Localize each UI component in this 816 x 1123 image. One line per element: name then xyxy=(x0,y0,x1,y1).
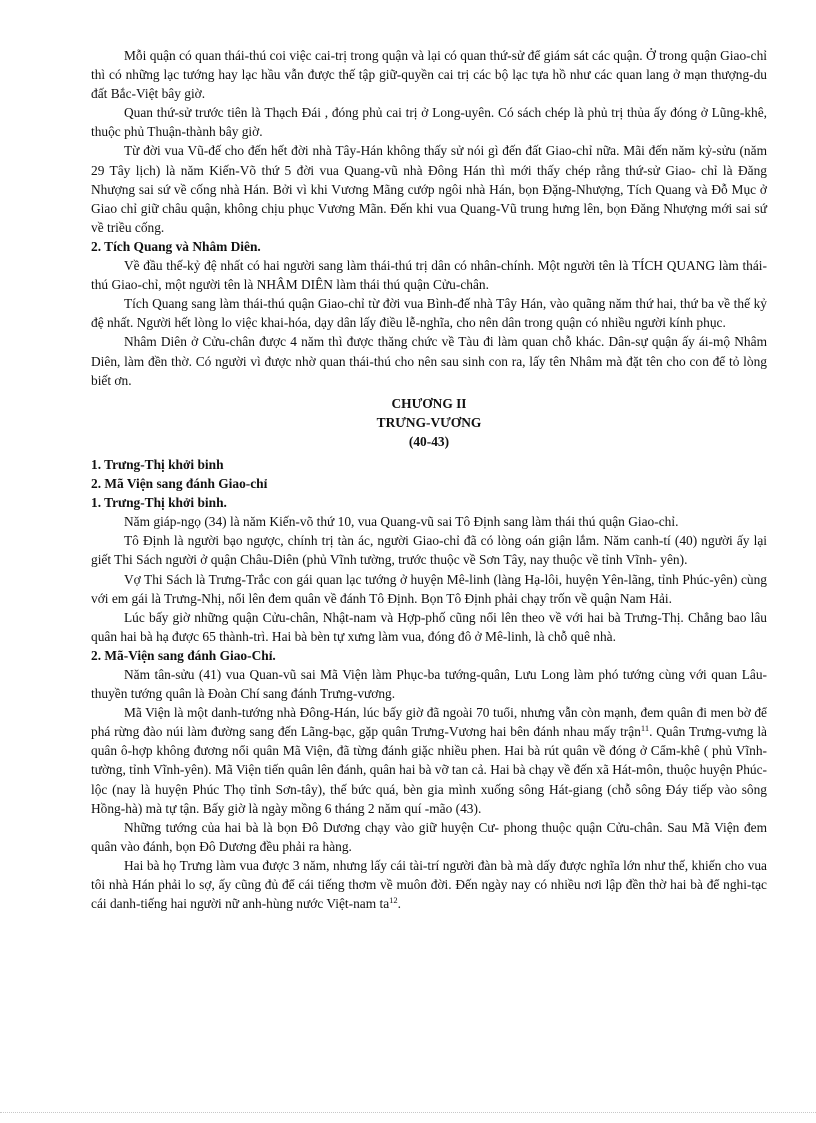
paragraph: Mỗi quận có quan thái-thú coi việc cai-trị trong quận và lại có quan thứ-sử để giám sát các quận. Ở trong quận Giao-chỉ thì có những lạc tướng hay lạc hầu vẫn được thế tập giữ-quyền cai trị các bộ lạc tựa hồ như các quan lang ở mạn thượng-du đất Bắc-Việt bây giờ. xyxy=(91,48,767,102)
section-heading: 1. Trưng-Thị khởi binh. xyxy=(91,495,227,511)
paragraph xyxy=(91,856,767,913)
chapter-years: (40-43) xyxy=(408,433,450,449)
paragraph: Năm giáp-ngọ (34) là năm Kiến-võ thứ 10, vua Quang-vũ sai Tô Định sang làm thái thú quận Giao-chỉ. xyxy=(124,514,679,530)
paragraph-text: Mã Viện là một danh-tướng nhà Đông-Hán, lúc bấy giờ đã ngoài 70 tuổi, nhưng vẫn còn mạnh, đem quân đi men bờ để phá rừng đào núi làm đường sang đến Lãng-bạc, gặp quân Trưng-Vương hai bên đánh nhau mấy trận xyxy=(91,705,767,740)
page-bottom-rule xyxy=(0,1112,816,1113)
outline-item: 2. Mã Viện sang đánh Giao-chỉ xyxy=(91,476,268,492)
footnote-marker[interactable]: 12 xyxy=(389,895,398,906)
paragraph: Năm tân-sửu (41) vua Quan-vũ sai Mã Viện làm Phục-ba tướng-quân, Lưu Long làm phó tướng cùng với quan Lâu-thuyền tướng quân là Đoàn Chí sang đánh Trưng-vương. xyxy=(91,667,767,702)
paragraph: Từ đời vua Vũ-đế cho đến hết đời nhà Tây-Hán không thấy sử nói gì đến đất Giao-chỉ nữa. Mãi đến năm kỷ-sửu (năm 29 Tây lịch) là năm Kiến-Võ thứ 5 đời vua Quang-vũ nhà Đông Hán thì mới thấy chép rằng thứ-sử Giao- chỉ là Đăng Nhượng sai sứ về cống nhà Hán. Bởi vì khi Vương Mãng cướp ngôi nhà Hán, bọn Đặng-Nhượng, Tích Quang và Đỗ Mục ở Giao chỉ giữ châu quận, không chịu phục Vương Mãn. Đến khi vua Quang-Vũ trung hưng lên, bọn Đăng Nhượng mới sai sứ về triều cống. xyxy=(91,143,767,235)
paragraph: Về đầu thế-kỷ đệ nhất có hai người sang làm thái-thú trị dân có nhân-chính. Một người tên là TÍCH QUANG làm thái-thú Giao-chỉ, một người tên là NHÂM DIÊN làm thái thú quận Cửu-chân. xyxy=(91,258,767,293)
chapter-title: TRƯNG-VƯƠNG xyxy=(376,414,482,430)
paragraph-text: . Quân Trưng-vưng là quân ô-hợp không đương nổi quân Mã Viện, đã từng đánh giặc nhiều phen. Hai bà rút quân về đóng ở Cẩm-khê ( phủ Vĩnh- tường, tỉnh Vĩnh-yên). Mã Viện tiến quân lên đánh, quân hai bà vỡ tan cả. Hai bà chạy về đến xã Hát-môn, thuộc huyện Phúc-lộc (nay là huyện Phúc Thọ tỉnh Sơn-tây), thế bức quá, bèn gia mình xuống sông Hát-giang (chỗ sông Đáy tiếp vào sông Hồng-hà) mà tự tận. Bấy giờ là ngày mồng 6 tháng 2 năm quí -mão (43). xyxy=(91,724,767,816)
paragraph: Tô Định là người bạo ngược, chính trị tàn ác, người Giao-chỉ đã có lòng oán giận lắm. Năm canh-tí (40) người ấy lại giết Thi Sách người ở quận Châu-Diên (phủ Vĩnh tường, trước thuộc về Sơn Tây, nay thuộc về tỉnh Vĩnh- yên). xyxy=(91,533,767,568)
paragraph: Nhâm Diên ở Cửu-chân được 4 năm thì được thăng chức về Tàu đi làm quan chỗ khác. Dân-sự quận ấy ái-mộ Nhâm Diên, làm đền thờ. Có người vì được nhờ quan thái-thú cho nên sau sinh con ra, lấy tên Nhâm mà đặt tên cho con để tỏ lòng biết ơn. xyxy=(91,334,767,388)
footnote-marker[interactable]: 11 xyxy=(640,723,650,734)
paragraph-text: Hai bà họ Trưng làm vua được 3 năm, nhưng lấy cái tài-trí người đàn bà mà dấy được nghĩa lớn như thế, khiến cho vua tôi nhà Hán phải lo sợ, ấy cũng đủ để cái tiếng thơm về muôn đời. Đến ngày nay có nhiều nơi lập đền thờ hai bà để nghi-tạc cái danh-tiếng hai người nữ anh-hùng nước Việt-nam ta xyxy=(91,857,767,912)
section-heading: 2. Mã-Viện sang đánh Giao-Chỉ. xyxy=(91,647,276,663)
paragraph xyxy=(91,703,767,818)
paragraph-text: . xyxy=(397,896,402,912)
paragraph: Những tướng của hai bà là bọn Đô Dương chạy vào giữ huyện Cư- phong thuộc quận Cửu-chân. Sau Mã Viện đem quân vào đánh, bọn Đô Dương đều phải ra hàng. xyxy=(91,819,767,854)
paragraph: Lúc bấy giờ những quận Cửu-chân, Nhật-nam và Hợp-phố cũng nổi lên theo về với hai bà Trưng-Thị. Chẳng bao lâu quân hai bà hạ được 65 thành-trì. Hai bà bèn tự xưng làm vua, đóng đô ở Mê-linh, là chỗ quê nhà. xyxy=(91,609,767,644)
section-heading: 2. Tích Quang và Nhâm Diên. xyxy=(91,238,261,254)
paragraph: Quan thứ-sử trước tiên là Thạch Đái , đóng phủ cai trị ở Long-uyên. Có sách chép là phủ trị thủa ấy đóng ở Lũng-khê, thuộc phủ Thuận-thành bây giờ. xyxy=(91,105,767,140)
paragraph: Vợ Thi Sách là Trưng-Trắc con gái quan lạc tướng ở huyện Mê-linh (làng Hạ-lôi, huyện Yên-lãng, tỉnh Phúc-yên) cùng với em gái là Trưng-Nhị, nổi lên đem quân về đánh Tô Định. Bọn Tô Định phải chạy trốn về quận Nam Hải. xyxy=(91,571,767,606)
chapter-number: CHƯƠNG II xyxy=(391,395,467,411)
document-body xyxy=(91,46,767,913)
paragraph: Tích Quang sang làm thái-thú quận Giao-chỉ từ đời vua Bình-đế nhà Tây Hán, vào quãng năm thứ hai, thứ ba về thế kỷ đệ nhất. Người hết lòng lo việc khai-hóa, dạy dân lấy điều lễ-nghĩa, cho nên dân trong quận có nhiều người kính phục. xyxy=(91,296,767,331)
outline-item: 1. Trưng-Thị khởi binh xyxy=(91,456,224,472)
